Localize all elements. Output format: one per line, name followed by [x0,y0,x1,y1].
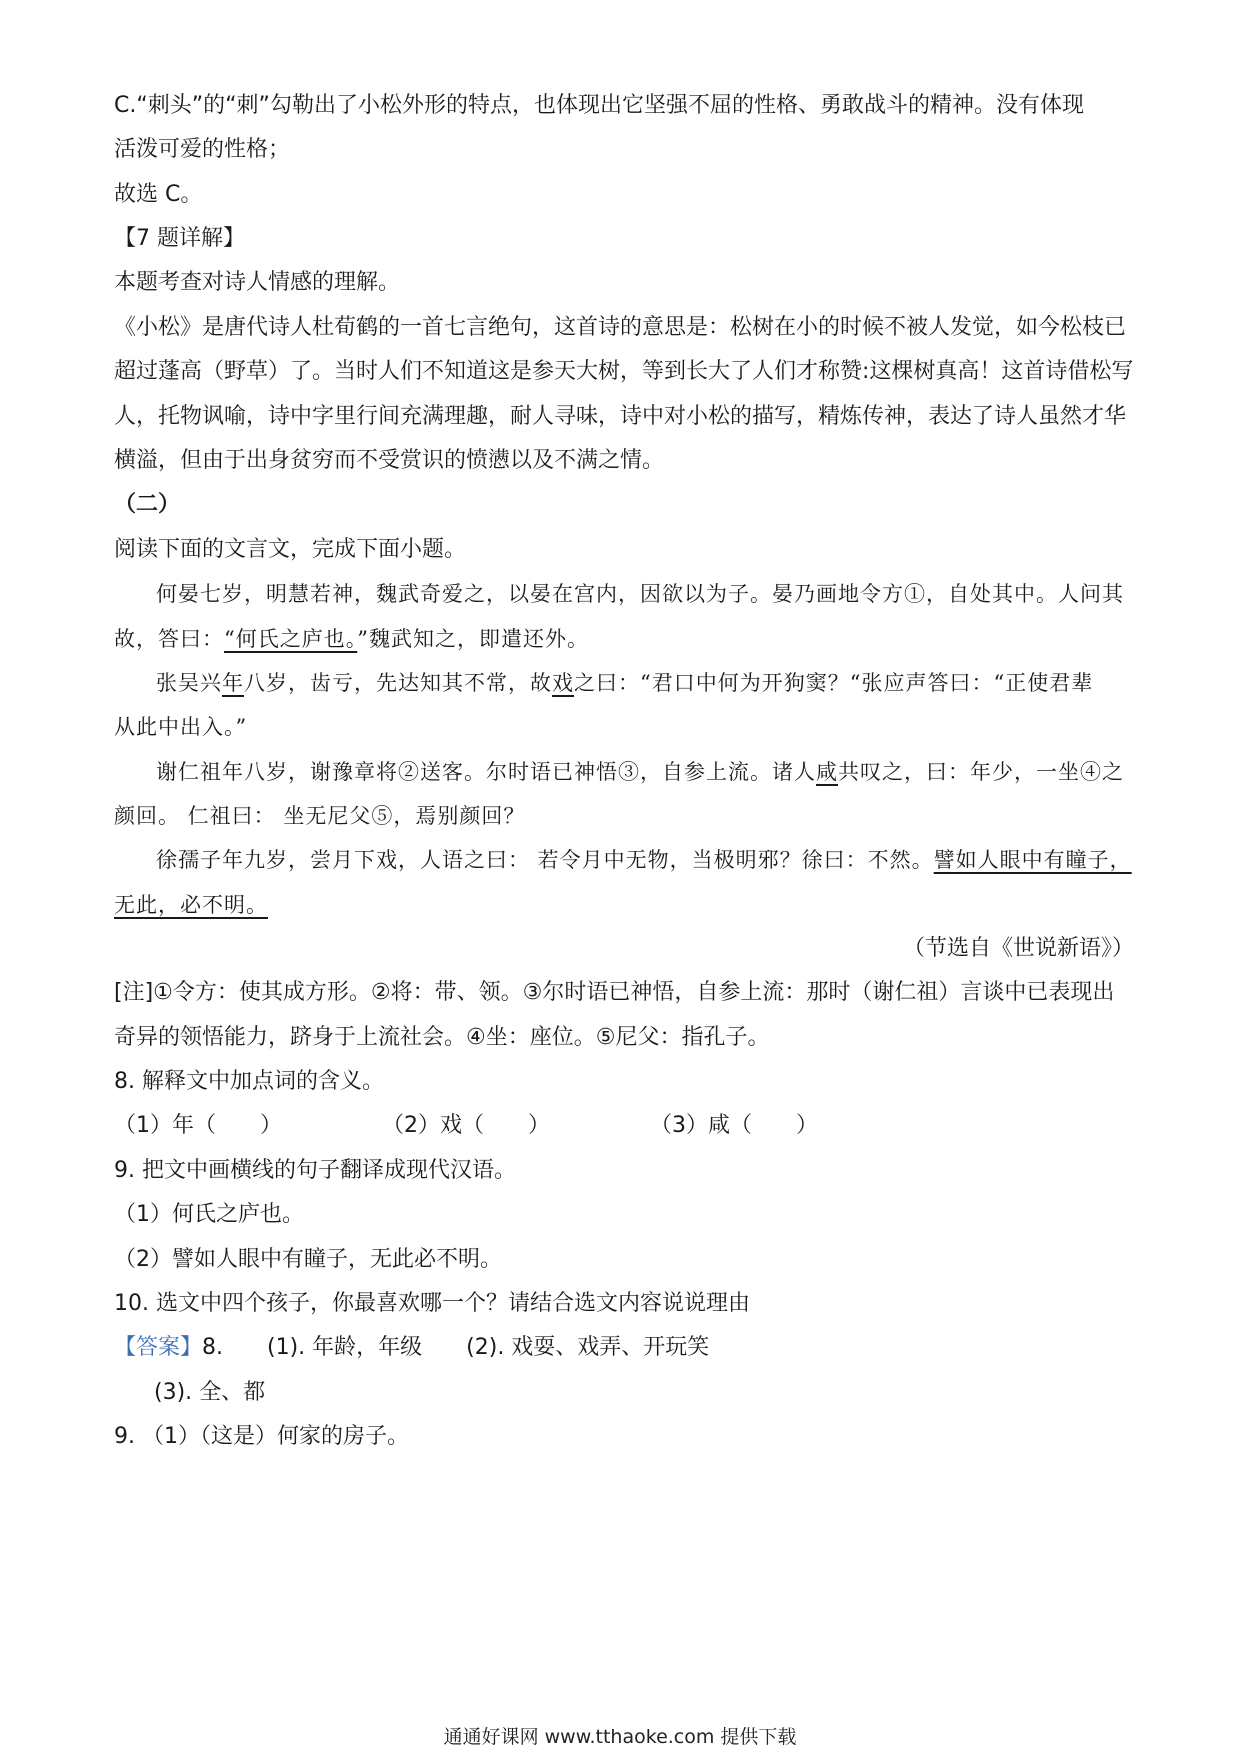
question-9: 9. 把文中画横线的句子翻译成现代汉语。 [114,1158,516,1183]
passage-4-line-1 [156,845,1176,875]
passage-2-text: 八岁，齿亏，先达知其不常，故 [244,671,552,695]
question-9-part-2: （2）譬如人眼中有瞳子，无此必不明。 [114,1247,502,1272]
passage-3-line-2: 颜回。 仁祖曰： 坐无尼父⑤，焉别颜回？ [114,804,526,828]
q8-item-3: （3）咸（ ） [650,1113,818,1138]
passage-4-line-2 [114,890,1134,920]
passage-1-text-end: ”魏武知之，即遣还外。 [357,627,589,651]
passage-source: （节选自《世说新语》） [902,936,1134,961]
analysis-c-line-1: C.“刺头”的“刺”勾勒出了小松外形的特点，也体现出它坚强不屈的性格、勇敢战斗的精神。没有体现 [114,93,1084,118]
q8-item-1: （1）年（ ） [114,1113,282,1138]
passage-1-line-2 [114,624,1134,654]
dotted-word-xi: 戏 [552,671,574,695]
passage-1-line-1: 何晏七岁，明慧若神，魏武奇爱之，以晏在宫内，因欲以为子。晏乃画地令方①，自处其中。人问其 [156,582,1124,606]
q7-intro: 本题考查对诗人情感的理解。 [114,270,401,295]
q7-paragraph-line-1: 《小松》是唐代诗人杜荀鹤的一首七言绝句，这首诗的意思是：松树在小的时候不被人发觉，如今松枝已 [114,315,1127,340]
passage-3-line-1 [156,757,1176,787]
notes-line-1: [注]①令方：使其成方形。②将：带、领。③尔时语已神悟，自参上流：那时（谢仁祖）言谈中已表现出 [114,980,1115,1005]
page-footer: 通通好课网 www.tthaoke.com 提供下载 [443,1726,797,1748]
answer-8-text: 8. (1). 年龄，年级 (2). 戏耍、戏弄、开玩笑 [202,1335,710,1360]
passage-3-text: 共叹之，曰：年少，一坐④之 [838,760,1124,784]
analysis-c-line-2: 活泼可爱的性格； [114,137,291,162]
reading-instruction: 阅读下面的文言文，完成下面小题。 [114,537,467,562]
underlined-sentence-1: “何氏之庐也。 [224,627,358,651]
passage-2-line-1 [156,668,1176,698]
underlined-sentence-2a: 譬如人眼中有瞳子， [933,848,1132,872]
passage-1-text: 故，答曰： [114,627,224,651]
question-9-part-1: （1）何氏之庐也。 [114,1202,304,1227]
question-8-items [114,1111,1134,1141]
dotted-word-xian: 咸 [816,760,838,784]
section-title: （二） [114,492,181,517]
passage-4-text: 徐孺子年九岁，尝月下戏，人语之曰： 若令月中无物，当极明邪？徐曰：不然。 [156,848,934,872]
passage-2-text: 之曰：“君口中何为开狗窦？“张应声答曰：“正使君辈 [574,671,1094,695]
q7-heading: 【7 题详解】 [114,226,245,251]
notes-line-2: 奇异的领悟能力，跻身于上流社会。④坐：座位。⑤尼父：指孔子。 [114,1025,770,1050]
choose-answer: 故选 C。 [114,182,203,207]
answer-line-3: 9. （1）（这是）何家的房子。 [114,1424,409,1449]
dotted-word-nian: 年 [222,671,244,695]
answer-line-2: (3). 全、都 [154,1380,266,1405]
q7-paragraph-line-4: 横溢，但由于出身贫穷而不受赏识的愤懑以及不满之情。 [114,448,665,473]
passage-3-text: 谢仁祖年八岁，谢豫章将②送客。尔时语已神悟③，自参上流。诸人 [156,760,816,784]
answer-tag: 【答案】 [114,1335,203,1360]
passage-2-text: 张吴兴 [156,671,222,695]
question-10: 10. 选文中四个孩子，你最喜欢哪一个？请结合选文内容说说理由 [114,1291,750,1316]
q8-item-2: （2）戏（ ） [382,1113,550,1138]
question-8: 8. 解释文中加点词的含义。 [114,1069,384,1094]
q7-paragraph-line-2: 超过蓬高（野草）了。当时人们不知道这是参天大树，等到长大了人们才称赞:这棵树真高！这首诗借松写 [114,359,1134,384]
underlined-sentence-2b: 无此，必不明。 [114,893,268,917]
answer-line-1 [114,1333,1134,1363]
passage-2-line-2: 从此中出入。” [114,715,248,739]
q7-paragraph-line-3: 人，托物讽喻，诗中字里行间充满理趣，耐人寻味，诗中对小松的描写，精炼传神，表达了诗人虽然才华 [114,404,1127,429]
